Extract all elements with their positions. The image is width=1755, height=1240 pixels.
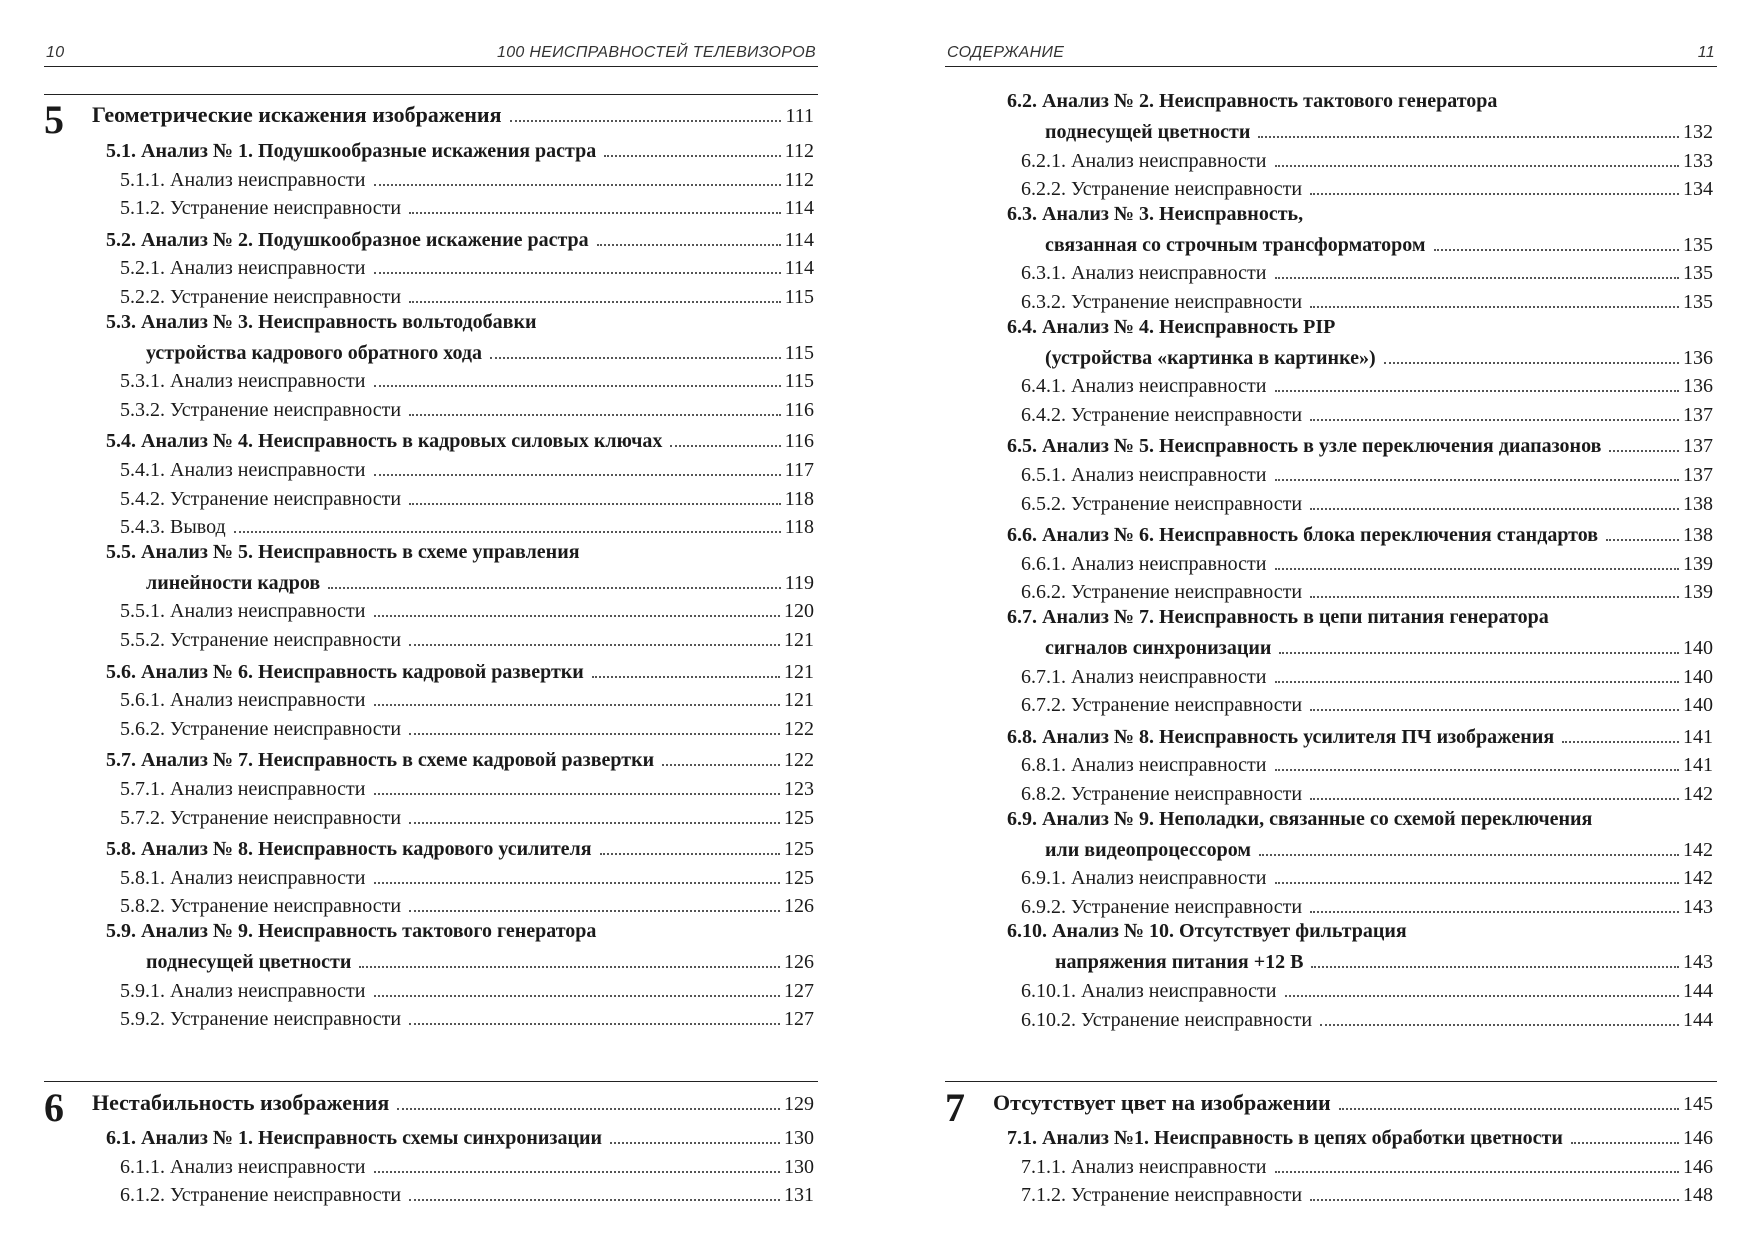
page-ref: 123 (784, 778, 814, 800)
toc-entry-title: 6.1. Анализ № 1. Неисправность схемы синхронизации (106, 1127, 603, 1149)
page-ref: 130 (784, 1155, 814, 1178)
page-ref: 115 (784, 341, 814, 364)
leader-dots (374, 385, 781, 387)
toc-entry-title: 5.6.2. Устранение неисправности (120, 717, 402, 740)
toc-subsection-entry[interactable] (945, 778, 1713, 806)
leader-dots (610, 1142, 780, 1144)
toc-subsection-entry[interactable] (945, 749, 1713, 777)
toc-entry-title: 5.8.2. Устранение неисправности (120, 895, 402, 918)
page-ref: 143 (1683, 895, 1713, 918)
page-ref: 126 (784, 895, 814, 918)
toc-entry-title: 7.1.1. Анализ неисправности (1021, 1155, 1267, 1178)
leader-dots (1310, 911, 1679, 913)
page-ref: 138 (1683, 492, 1713, 515)
leader-dots (409, 212, 781, 214)
page-ref: 132 (1683, 121, 1713, 143)
page-ref: 118 (784, 516, 814, 539)
toc-subsection-entry[interactable] (44, 281, 814, 309)
leader-dots (1275, 1171, 1680, 1173)
toc-entry-title: 6.8.1. Анализ неисправности (1021, 754, 1267, 777)
page-ref: 121 (784, 689, 814, 712)
toc-subsection-entry[interactable] (44, 394, 814, 422)
leader-dots (600, 853, 780, 855)
toc-entry-heading: 5.9. Анализ № 9. Неисправность тактового генератора (106, 920, 597, 942)
running-title: 100 НЕИСПРАВНОСТЕЙ ТЕЛЕВИЗОРОВ (497, 44, 816, 61)
page-ref: 129 (784, 1093, 814, 1115)
toc-entry-title: 6.9.1. Анализ неисправности (1021, 867, 1267, 890)
toc-entry-title: поднесущей цветности (146, 951, 352, 973)
toc-entry-title: 5.8.1. Анализ неисправности (120, 866, 366, 889)
toc-entry-title: 5.2. Анализ № 2. Подушкообразное искажение растра (106, 228, 589, 251)
leader-dots (1384, 362, 1679, 364)
toc-subsection-entry[interactable] (44, 713, 814, 741)
leader-dots (409, 644, 780, 646)
leader-dots (670, 445, 780, 447)
toc-subsection-entry[interactable] (44, 511, 814, 539)
page-ref: 140 (1683, 694, 1713, 717)
toc-section-entry[interactable] (945, 229, 1713, 257)
leader-dots (1310, 709, 1679, 711)
leader-dots (409, 1023, 780, 1025)
page-ref: 144 (1683, 1008, 1713, 1031)
toc-entry-title: 7.1. Анализ №1. Неисправность в цепях обработки цветности (1007, 1127, 1563, 1149)
leader-dots (1275, 769, 1680, 771)
toc-subsection-entry[interactable] (945, 1151, 1713, 1179)
toc-entry-title: 6.7.2. Устранение неисправности (1021, 694, 1303, 717)
toc-subsection-entry[interactable] (945, 689, 1713, 717)
toc-subsection-entry[interactable] (945, 145, 1713, 173)
page-ref: 115 (784, 370, 814, 393)
chapter-number: 6 (44, 1085, 64, 1130)
toc-subsection-entry[interactable] (44, 365, 814, 393)
toc-subsection-entry[interactable] (44, 1151, 814, 1179)
leader-dots (1606, 539, 1679, 541)
toc-entry-title: 6.10.1. Анализ неисправности (1021, 980, 1277, 1002)
leader-dots (1275, 568, 1680, 570)
toc-subsection-entry[interactable] (44, 164, 814, 192)
page-ref: 137 (1683, 464, 1713, 486)
leader-dots (1275, 277, 1680, 279)
left-page (44, 0, 818, 1240)
toc-entry-title: линейности кадров (146, 571, 321, 594)
toc-subsection-entry[interactable] (44, 624, 814, 652)
toc-entry-title: 5.4.1. Анализ неисправности (120, 459, 366, 481)
page-ref: 144 (1683, 980, 1713, 1002)
page-ref: 139 (1683, 552, 1713, 575)
leader-dots (409, 822, 780, 824)
toc-entry-title: 6.6. Анализ № 6. Неисправность блока переключения стандартов (1007, 524, 1599, 547)
toc-subsection-entry[interactable] (945, 459, 1713, 487)
leader-dots (1310, 193, 1679, 195)
page-ref: 137 (1683, 435, 1713, 458)
page-ref: 137 (1683, 403, 1713, 426)
chapter-title: Отсутствует цвет на изображении (993, 1090, 1331, 1115)
leader-dots (1310, 1199, 1679, 1201)
toc-entry-title: 6.2.1. Анализ неисправности (1021, 149, 1267, 172)
leader-dots (234, 531, 781, 533)
toc-section-entry[interactable] (945, 721, 1713, 749)
leader-dots (374, 184, 781, 186)
page-ref: 135 (1683, 291, 1713, 313)
leader-dots (1275, 681, 1680, 683)
toc-entry-title: устройства кадрового обратного хода (146, 341, 483, 364)
page-ref: 134 (1683, 178, 1713, 201)
toc-entry-title: 6.3.2. Устранение неисправности (1021, 291, 1303, 313)
leader-dots (374, 882, 781, 884)
page-ref: 116 (784, 398, 814, 421)
toc-entry-heading: 6.3. Анализ № 3. Неисправность, (1007, 202, 1304, 225)
toc-entry-title: 7.1.2. Устранение неисправности (1021, 1184, 1303, 1207)
toc-subsection-entry[interactable] (44, 252, 814, 280)
toc-subsection-entry[interactable] (945, 1179, 1713, 1207)
toc-entry-title: 6.1.1. Анализ неисправности (120, 1155, 366, 1178)
leader-dots (409, 414, 781, 416)
toc-entry-title: 5.8. Анализ № 8. Неисправность кадрового усилителя (106, 838, 592, 861)
toc-entry-heading: 5.3. Анализ № 3. Неисправность вольтодобавки (106, 310, 537, 333)
leader-dots (1310, 508, 1679, 510)
toc-entry-title: 6.8. Анализ № 8. Неисправность усилителя ПЧ изображения (1007, 725, 1555, 748)
toc-section-entry[interactable] (945, 342, 1713, 370)
toc-entry-heading: 6.9. Анализ № 9. Неполадки, связанные со схемой переключения (1007, 807, 1593, 830)
leader-dots (1275, 390, 1680, 392)
page-number: 10 (46, 44, 65, 61)
toc-section-entry[interactable] (945, 632, 1713, 660)
toc-subsection-entry[interactable] (945, 548, 1713, 576)
toc-entry-title: 5.1.2. Устранение неисправности (120, 197, 402, 220)
toc-entry-title: 6.9.2. Устранение неисправности (1021, 895, 1303, 918)
page-ref: 141 (1683, 754, 1713, 777)
toc-entry-title: (устройства «картинка в картинке») (1045, 346, 1376, 369)
page-ref: 142 (1683, 838, 1713, 861)
leader-dots (1311, 966, 1679, 968)
page-ref: 122 (784, 749, 814, 772)
leader-dots (1310, 596, 1679, 598)
page-ref: 148 (1683, 1184, 1713, 1207)
leader-dots (1258, 136, 1679, 138)
page-ref: 117 (784, 459, 814, 481)
toc-entry-title: 5.6. Анализ № 6. Неисправность кадровой развертки (106, 660, 584, 683)
toc-section-entry[interactable] (945, 1122, 1713, 1150)
leader-dots (359, 966, 780, 968)
page-ref: 139 (1683, 581, 1713, 604)
chapter-number: 7 (945, 1085, 965, 1130)
toc-subsection-entry[interactable] (945, 488, 1713, 516)
toc-entry-title: 5.4. Анализ № 4. Неисправность в кадровых силовых ключах (106, 430, 663, 453)
page-ref: 131 (784, 1184, 814, 1207)
page-ref: 140 (1683, 637, 1713, 659)
page-ref: 143 (1683, 951, 1713, 974)
leader-dots (374, 615, 781, 617)
toc-section-entry[interactable] (44, 656, 814, 684)
toc-section-entry[interactable] (44, 744, 814, 772)
toc-subsection-entry[interactable] (945, 1004, 1713, 1032)
toc-entry-title: 6.5. Анализ № 5. Неисправность в узле переключения диапазонов (1007, 435, 1602, 458)
toc-entry-heading: 6.7. Анализ № 7. Неисправность в цепи питания генератора (1007, 606, 1549, 628)
leader-dots (409, 1199, 780, 1201)
chapter-rule (44, 94, 818, 95)
toc-entry-title: связанная со строчным трансформатором (1045, 233, 1426, 256)
toc-entry-title: поднесущей цветности (1045, 121, 1251, 143)
toc-entry-title: 5.7.2. Устранение неисправности (120, 806, 402, 829)
toc-section-entry[interactable] (44, 567, 814, 595)
page-ref: 114 (784, 257, 814, 280)
toc-subsection-entry[interactable] (44, 802, 814, 830)
toc-entry-heading: 6.10. Анализ № 10. Отсутствует фильтрация (1007, 920, 1407, 943)
toc-section-entry[interactable] (44, 946, 814, 974)
toc-entry-title: 5.4.2. Устранение неисправности (120, 487, 402, 510)
toc-section-entry[interactable] (44, 833, 814, 861)
page-ref: 120 (784, 600, 814, 623)
toc-entry-title: 6.5.1. Анализ неисправности (1021, 464, 1267, 486)
leader-dots (374, 1171, 781, 1173)
chapter-title: Нестабильность изображения (92, 1090, 390, 1115)
toc-entry-title: напряжения питания +12 В (1055, 951, 1304, 974)
page-ref: 136 (1683, 346, 1713, 369)
toc-subsection-entry[interactable] (945, 862, 1713, 890)
leader-dots (597, 244, 781, 246)
page-ref: 115 (784, 286, 814, 308)
toc-entry-title: 6.1.2. Устранение неисправности (120, 1184, 402, 1207)
toc-entry-heading: 6.4. Анализ № 4. Неисправность PIP (1007, 315, 1336, 338)
leader-dots (1609, 450, 1679, 452)
page-ref: 142 (1683, 783, 1713, 805)
page-ref: 126 (784, 951, 814, 973)
toc-entry-title: 6.4.2. Устранение неисправности (1021, 403, 1303, 426)
toc-subsection-entry[interactable] (44, 483, 814, 511)
leader-dots (1279, 652, 1679, 654)
toc-subsection-entry[interactable] (44, 454, 814, 482)
toc-entry-title: 6.6.2. Устранение неисправности (1021, 581, 1303, 604)
toc-subsection-entry[interactable] (44, 192, 814, 220)
toc-entry-title: 5.3.1. Анализ неисправности (120, 370, 366, 393)
toc-entry-title: 5.3.2. Устранение неисправности (120, 398, 402, 421)
leader-dots (1320, 1024, 1679, 1026)
page-ref: 114 (784, 228, 814, 251)
toc-subsection-entry[interactable] (945, 286, 1713, 314)
toc-section-entry[interactable] (945, 946, 1713, 974)
page-ref: 135 (1683, 262, 1713, 285)
page-header (945, 42, 1717, 67)
toc-subsection-entry[interactable] (44, 890, 814, 918)
toc-entry-title: 6.3.1. Анализ неисправности (1021, 262, 1267, 285)
toc-subsection-entry[interactable] (945, 891, 1713, 919)
leader-dots (592, 676, 780, 678)
toc-section-entry[interactable] (44, 425, 814, 453)
toc-entry-title: 6.8.2. Устранение неисправности (1021, 783, 1303, 805)
toc-subsection-entry[interactable] (44, 684, 814, 712)
toc-entry-title: 6.2.2. Устранение неисправности (1021, 178, 1303, 201)
leader-dots (1562, 741, 1679, 743)
toc-entry-title: 5.4.3. Вывод (120, 516, 226, 539)
leader-dots (374, 474, 781, 476)
page-ref: 119 (784, 571, 814, 594)
leader-dots (409, 910, 780, 912)
toc-subsection-entry[interactable] (44, 1003, 814, 1031)
page-ref: 145 (1683, 1093, 1713, 1115)
leader-dots (1339, 1108, 1679, 1110)
toc-entry-title: 5.7. Анализ № 7. Неисправность в схеме кадровой развертки (106, 749, 655, 772)
page-ref: 116 (784, 430, 814, 453)
leader-dots (1310, 419, 1679, 421)
chapter-entry[interactable] (44, 1088, 814, 1116)
page-ref: 138 (1683, 524, 1713, 547)
toc-section-entry[interactable] (44, 337, 814, 365)
toc-entry-title: 6.5.2. Устранение неисправности (1021, 492, 1303, 515)
toc-entry-title: 5.9.1. Анализ неисправности (120, 979, 366, 1002)
chapter-entry[interactable] (44, 100, 814, 128)
toc-subsection-entry[interactable] (44, 1179, 814, 1207)
page-ref: 125 (784, 866, 814, 889)
page-ref: 136 (1683, 375, 1713, 398)
running-title: СОДЕРЖАНИЕ (947, 44, 1065, 61)
page-ref: 114 (784, 197, 814, 220)
toc-section-entry[interactable] (44, 224, 814, 252)
toc-entry-title: 5.2.2. Устранение неисправности (120, 286, 402, 308)
toc-entry-title: 6.10.2. Устранение неисправности (1021, 1008, 1313, 1031)
toc-subsection-entry[interactable] (945, 576, 1713, 604)
leader-dots (1259, 854, 1679, 856)
toc-subsection-entry[interactable] (44, 773, 814, 801)
leader-dots (1275, 882, 1680, 884)
leader-dots (1310, 798, 1679, 800)
page-ref: 122 (784, 717, 814, 740)
page-ref: 133 (1683, 149, 1713, 172)
toc-subsection-entry[interactable] (945, 370, 1713, 398)
leader-dots (490, 357, 781, 359)
toc-entry-title: 5.2.1. Анализ неисправности (120, 257, 366, 280)
toc-subsection-entry[interactable] (945, 661, 1713, 689)
toc-entry-title: 6.7.1. Анализ неисправности (1021, 665, 1267, 688)
leader-dots (1571, 1142, 1679, 1144)
page-ref: 142 (1683, 867, 1713, 890)
page-ref: 112 (784, 168, 814, 191)
leader-dots (374, 995, 781, 997)
toc-subsection-entry[interactable] (44, 862, 814, 890)
toc-entry-title: 5.5.2. Устранение неисправности (120, 629, 402, 651)
leader-dots (1275, 479, 1680, 481)
toc-subsection-entry[interactable] (945, 399, 1713, 427)
page-ref: 135 (1683, 233, 1713, 256)
page-ref: 118 (784, 487, 814, 510)
toc-subsection-entry[interactable] (945, 257, 1713, 285)
leader-dots (328, 587, 781, 589)
page-ref: 121 (784, 660, 814, 683)
toc-entry-title: 6.6.1. Анализ неисправности (1021, 552, 1267, 575)
leader-dots (1310, 306, 1679, 308)
page-ref: 140 (1683, 665, 1713, 688)
page-ref: 112 (784, 140, 814, 162)
toc-entry-title: 5.7.1. Анализ неисправности (120, 778, 366, 800)
chapter-rule (44, 1081, 818, 1082)
toc-section-entry[interactable] (44, 135, 814, 163)
page-ref: 121 (784, 629, 814, 651)
leader-dots (409, 503, 781, 505)
page-ref: 141 (1683, 725, 1713, 748)
toc-entry-title: 6.4.1. Анализ неисправности (1021, 375, 1267, 398)
toc-entry-title: сигналов синхронизации (1045, 637, 1272, 659)
chapter-number: 5 (44, 97, 64, 142)
page-ref: 146 (1683, 1127, 1713, 1149)
toc-subsection-entry[interactable] (44, 595, 814, 623)
toc-section-entry[interactable] (945, 834, 1713, 862)
toc-entry-title: 5.9.2. Устранение неисправности (120, 1008, 402, 1031)
toc-entry-heading: 5.5. Анализ № 5. Неисправность в схеме управления (106, 540, 580, 563)
chapter-title: Геометрические искажения изображения (92, 102, 502, 127)
toc-section-entry[interactable] (945, 116, 1713, 144)
page-number: 11 (1697, 44, 1715, 61)
chapter-entry[interactable] (945, 1088, 1713, 1116)
leader-dots (1434, 249, 1680, 251)
toc-subsection-entry[interactable] (945, 173, 1713, 201)
toc-entry-heading: 6.2. Анализ № 2. Неисправность тактового генератора (1007, 90, 1498, 112)
toc-subsection-entry[interactable] (945, 975, 1713, 1003)
leader-dots (662, 764, 780, 766)
leader-dots (1285, 995, 1680, 997)
leader-dots (374, 793, 781, 795)
page-ref: 125 (784, 806, 814, 829)
leader-dots (409, 733, 780, 735)
leader-dots (374, 272, 781, 274)
leader-dots (397, 1108, 780, 1110)
toc-entry-title: 5.1.1. Анализ неисправности (120, 168, 366, 191)
toc-entry-title: 5.5.1. Анализ неисправности (120, 600, 366, 623)
page-ref: 111 (785, 105, 814, 127)
toc-entry-title: или видеопроцессором (1045, 838, 1251, 861)
page-ref: 125 (784, 838, 814, 861)
leader-dots (510, 120, 782, 122)
toc-section-entry[interactable] (945, 519, 1713, 547)
leader-dots (604, 155, 781, 157)
leader-dots (1275, 165, 1680, 167)
toc-section-entry[interactable] (44, 1122, 814, 1150)
leader-dots (409, 301, 781, 303)
page-header (44, 42, 818, 67)
page-ref: 146 (1683, 1155, 1713, 1178)
page-ref: 127 (784, 979, 814, 1002)
toc-section-entry[interactable] (945, 430, 1713, 458)
leader-dots (374, 704, 781, 706)
chapter-rule (945, 1081, 1717, 1082)
toc-entry-title: 5.1. Анализ № 1. Подушкообразные искажения растра (106, 140, 597, 162)
toc-entry-title: 5.6.1. Анализ неисправности (120, 689, 366, 712)
toc-subsection-entry[interactable] (44, 975, 814, 1003)
page-ref: 127 (784, 1008, 814, 1031)
page-ref: 130 (784, 1127, 814, 1149)
right-page (945, 0, 1717, 1240)
